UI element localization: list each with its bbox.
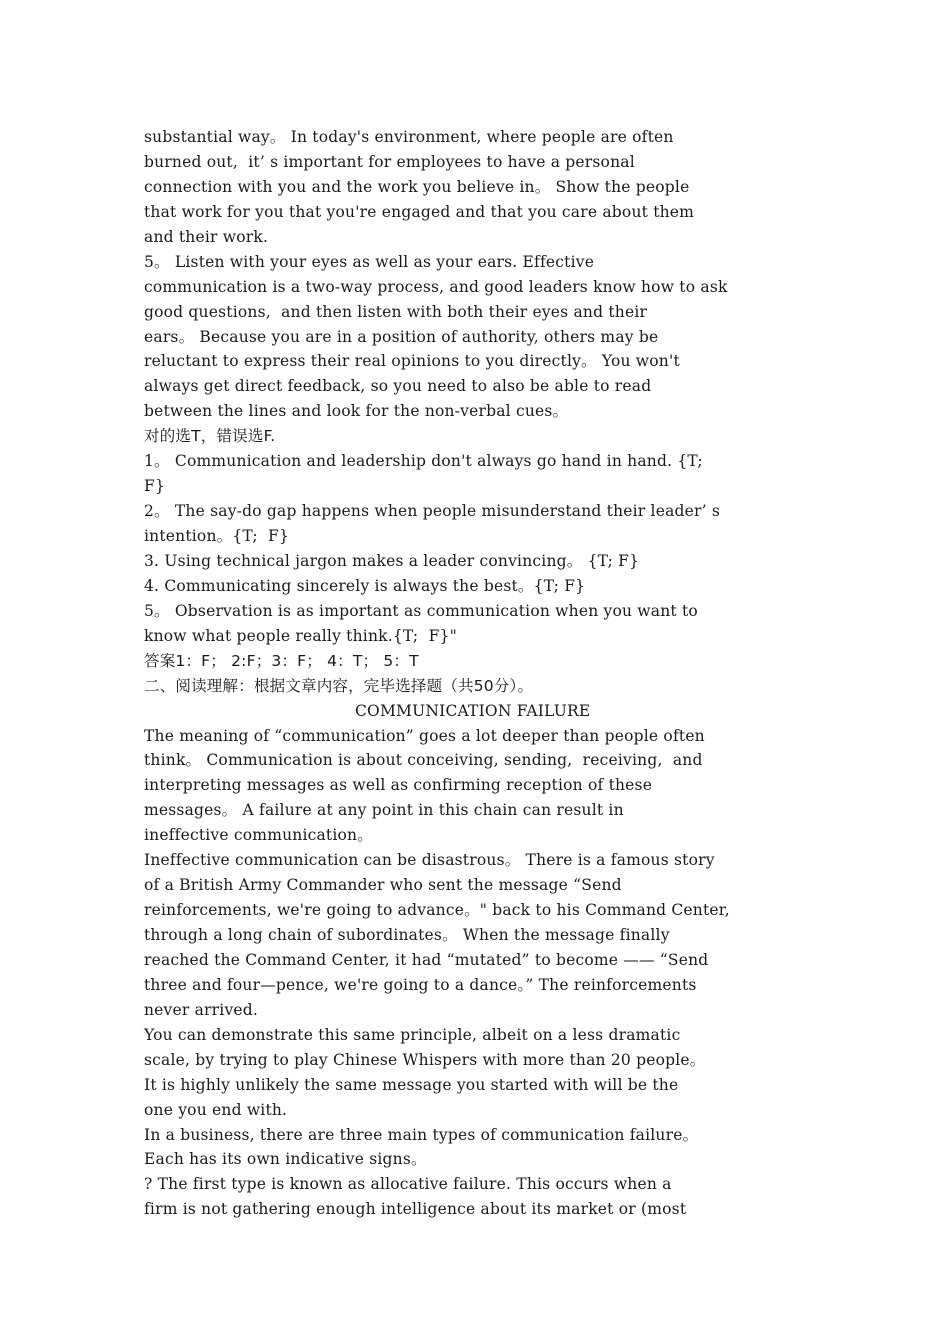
- text-line: communication is a two-way process, and good leaders know how to ask: [144, 277, 728, 296]
- question-line: 4. Communicating sincerely is always the best。{T; F}: [144, 576, 586, 595]
- text-line: substantial way。 In today's environment, where people are often: [144, 128, 674, 146]
- text-line: of a British Army Commander who sent the message “Send: [144, 876, 622, 895]
- text-line: connection with you and the work you believe in。 Show the people: [144, 177, 690, 196]
- passage-title: COMMUNICATION FAILURE: [355, 701, 591, 720]
- text-line: reached the Command Center, it had “mutated” to become —— “Send: [144, 950, 709, 969]
- text-line: ineffective communication。: [144, 826, 373, 845]
- text-line: messages。 A failure at any point in this chain can result in: [144, 801, 624, 820]
- question-line: 3. Using technical jargon makes a leader convincing。 {T; F}: [144, 551, 640, 570]
- instruction-line: 对的选T，错误选F.: [144, 427, 276, 446]
- answer-key-line: 答案1：F； 2:F；3：F； 4：T； 5：T: [144, 651, 419, 670]
- question-line: F}: [144, 477, 166, 496]
- document-body: [144, 125, 814, 1222]
- question-line: 2。 The say-do gap happens when people misunderstand their leader’ s: [144, 502, 721, 521]
- text-line: good questions, and then listen with both their eyes and their: [144, 302, 648, 321]
- question-line: 5。 Observation is as important as communication when you want to: [144, 601, 698, 620]
- text-line: It is highly unlikely the same message you started with will be the: [144, 1075, 679, 1094]
- text-line: Ineffective communication can be disastrous。 There is a famous story: [144, 851, 715, 870]
- text-line: reinforcements, we're going to advance。" back to his Command Center,: [144, 901, 730, 920]
- question-line: 1。 Communication and leadership don't always go hand in hand. {T;: [144, 452, 703, 471]
- text-line: ears。 Because you are in a position of authority, others may be: [144, 327, 659, 346]
- text-line: one you end with.: [144, 1100, 288, 1119]
- text-line: through a long chain of subordinates。 When the message finally: [144, 926, 670, 944]
- question-line: intention。{T; F}: [144, 527, 290, 545]
- text-line: interpreting messages as well as confirming reception of these: [144, 776, 653, 795]
- text-line: 5。 Listen with your eyes as well as your ears. Effective: [144, 252, 595, 271]
- text-line: firm is not gathering enough intelligence about its market or (most: [144, 1200, 687, 1219]
- text-line: between the lines and look for the non-verbal cues。: [144, 402, 569, 421]
- text-line: The meaning of “communication” goes a lot deeper than people often: [144, 726, 705, 745]
- section-heading: 二、阅读理解：根据文章内容，完毕选择题（共50分）。: [144, 676, 534, 695]
- text-line: In a business, there are three main types of communication failure。: [144, 1125, 699, 1144]
- text-line: three and four—pence, we're going to a dance。” The reinforcements: [144, 975, 697, 994]
- text-line: reluctant to express their real opinions to you directly。 You won't: [144, 352, 680, 371]
- question-line: know what people really think.{T; F}": [144, 626, 457, 645]
- text-line: and their work.: [144, 227, 269, 246]
- text-line: never arrived.: [144, 1000, 259, 1019]
- text-line: burned out, it’ s important for employees to have a personal: [144, 152, 635, 171]
- text-line: You can demonstrate this same principle, albeit on a less dramatic: [144, 1025, 681, 1044]
- text-line: scale, by trying to play Chinese Whispers with more than 20 people。: [144, 1050, 706, 1069]
- text-line: think。 Communication is about conceiving, sending, receiving, and: [144, 751, 703, 770]
- text-line: ? The first type is known as allocative failure. This occurs when a: [144, 1175, 672, 1194]
- text-line: that work for you that you're engaged and that you care about them: [144, 202, 695, 221]
- text-line: always get direct feedback, so you need to also be able to read: [144, 377, 652, 396]
- text-line: Each has its own indicative signs。: [144, 1150, 427, 1169]
